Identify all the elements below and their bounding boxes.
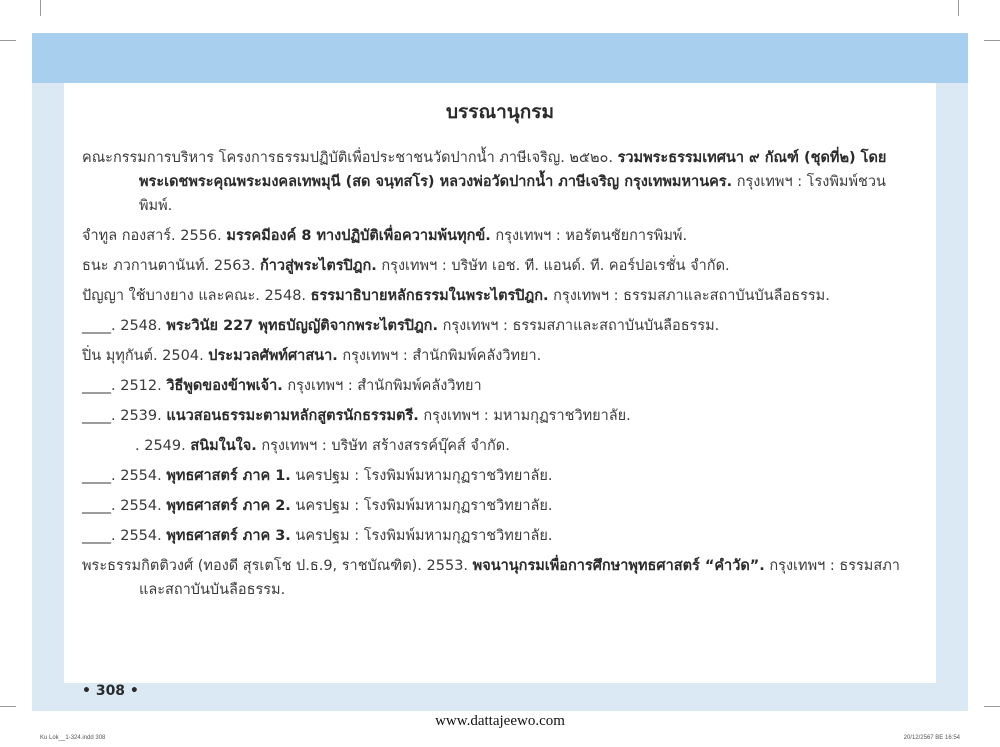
entry-publisher: กรุงเทพฯ : ธรรมสภาและสถาบันบันลือธรรม. <box>139 558 900 598</box>
entry-publisher: กรุงเทพฯ : บริษัท สร้างสรรค์บุ๊คส์ จำกัด. <box>256 438 510 454</box>
entry-publisher: กรุงเทพฯ : สำนักพิมพ์คลังวิทยา. <box>337 348 542 364</box>
entry-author-year: ____. 2554. <box>82 528 167 544</box>
entry-publisher: กรุงเทพฯ : โรงพิมพ์ชวนพิมพ์. <box>139 174 886 214</box>
bibliography-entry <box>82 374 902 398</box>
entry-publisher: นครปฐม : โรงพิมพ์มหามกุฏราชวิทยาลัย. <box>290 528 553 544</box>
crop-mark <box>958 0 959 16</box>
entry-publisher: กรุงเทพฯ : บริษัท เอช. ที. แอนด์. ที. คอร์ปอเรชั่น จำกัด. <box>376 258 730 274</box>
entry-title: พุทธศาสตร์ ภาค 2. <box>166 498 291 514</box>
entry-publisher: นครปฐม : โรงพิมพ์มหามกุฏราชวิทยาลัย. <box>290 498 553 514</box>
entry-title: พระวินัย 227 พุทธบัญญัติจากพระไตรปิฎก. <box>166 318 438 334</box>
entry-publisher: กรุงเทพฯ : สำนักพิมพ์คลังวิทยา <box>282 378 482 394</box>
print-slug-file: Ku Lok__1-324.indd 308 <box>40 735 106 741</box>
entry-author-year: ____. 2554. <box>82 498 167 514</box>
entry-author-year: ____. 2512. <box>82 378 167 394</box>
bibliography-entry <box>82 404 902 428</box>
entry-title: ประมวลศัพท์ศาสนา. <box>208 348 338 364</box>
page-title: บรรณานุกรม <box>446 101 554 123</box>
entry-author-year: . 2549. <box>135 438 191 454</box>
entry-author-year: ____. 2539. <box>82 408 167 424</box>
entry-title: ธรรมาธิบายหลักธรรมในพระไตรปิฎก. <box>310 288 549 304</box>
website-url: www.dattajeewo.com <box>435 713 565 729</box>
bibliography-entry <box>82 344 902 368</box>
bibliography-entry <box>82 314 902 338</box>
bibliography-entry <box>82 494 902 518</box>
bibliography-list <box>82 146 902 608</box>
entry-title: สนิมในใจ. <box>190 438 257 454</box>
entry-title: พจนานุกรมเพื่อการศึกษาพุทธศาสตร์ “คำวัด”. <box>472 558 765 574</box>
crop-mark <box>0 40 16 41</box>
entry-author-year: ____. 2548. <box>82 318 167 334</box>
bibliography-entry <box>82 146 902 218</box>
print-slug-date: 20/12/2567 BE 16:54 <box>903 735 960 741</box>
entry-author-year: คณะกรรมการบริหาร โครงการธรรมปฏิบัติเพื่อประชาชนวัดปากน้ำ ภาษีเจริญ. ๒๕๒๐. <box>82 150 618 166</box>
crop-mark <box>984 40 1000 41</box>
entry-publisher: กรุงเทพฯ : ธรรมสภาและสถาบันบันลือธรรม. <box>437 318 720 334</box>
bibliography-entry <box>82 464 902 488</box>
bibliography-entry <box>82 284 902 308</box>
entry-publisher: นครปฐม : โรงพิมพ์มหามกุฏราชวิทยาลัย. <box>290 468 553 484</box>
entry-author-year: พระธรรมกิตติวงศ์ (ทองดี สุรเตโช ป.ธ.9, ราชบัณฑิต). 2553. <box>82 558 473 574</box>
crop-mark <box>40 0 41 16</box>
entry-title: มรรคมีองค์ 8 ทางปฏิบัติเพื่อความพ้นทุกข์. <box>226 228 491 244</box>
entry-publisher: กรุงเทพฯ : หอรัตนชัยการพิมพ์. <box>490 228 688 244</box>
bibliography-entry <box>82 434 902 458</box>
entry-title: ก้าวสู่พระไตรปิฎก. <box>259 258 377 274</box>
crop-mark <box>0 706 16 707</box>
entry-author-year: ธนะ ภวกานตานันท์. 2563. <box>82 258 260 274</box>
entry-publisher: กรุงเทพฯ : ธรรมสภาและสถาบันบันลือธรรม. <box>548 288 830 304</box>
crop-mark <box>984 706 1000 707</box>
bibliography-entry <box>82 554 902 602</box>
entry-author-year: ปัญญา ใช้บางยาง และคณะ. 2548. <box>82 288 311 304</box>
entry-title: พุทธศาสตร์ ภาค 1. <box>166 468 291 484</box>
entry-title: วิธีพูดของข้าพเจ้า. <box>166 378 283 394</box>
entry-author-year: ปิ่น มุทุกันต์. 2504. <box>82 348 209 364</box>
entry-title: แนวสอนธรรมะตามหลักสูตรนักธรรมตรี. <box>166 408 419 424</box>
page-header-band <box>32 33 968 83</box>
entry-publisher: กรุงเทพฯ : มหามกุฏราชวิทยาลัย. <box>418 408 631 424</box>
entry-author-year: ____. 2554. <box>82 468 167 484</box>
bibliography-entry <box>82 524 902 548</box>
entry-author-year: จำทูล กองสาร์. 2556. <box>82 228 227 244</box>
entry-title: พุทธศาสตร์ ภาค 3. <box>166 528 291 544</box>
bibliography-entry <box>82 254 902 278</box>
page-number: • 308 • <box>82 683 139 699</box>
bibliography-entry <box>82 224 902 248</box>
entry-title: รวมพระธรรมเทศนา ๙ กัณฑ์ (ชุดที่๒) โดย พระเดชพระคุณพระมงคลเทพมุนี (สด จนฺทสโร) หลวงพ่อวัดปากน้ำ ภาษีเจริญ กรุงเทพมหานคร. <box>139 150 887 190</box>
